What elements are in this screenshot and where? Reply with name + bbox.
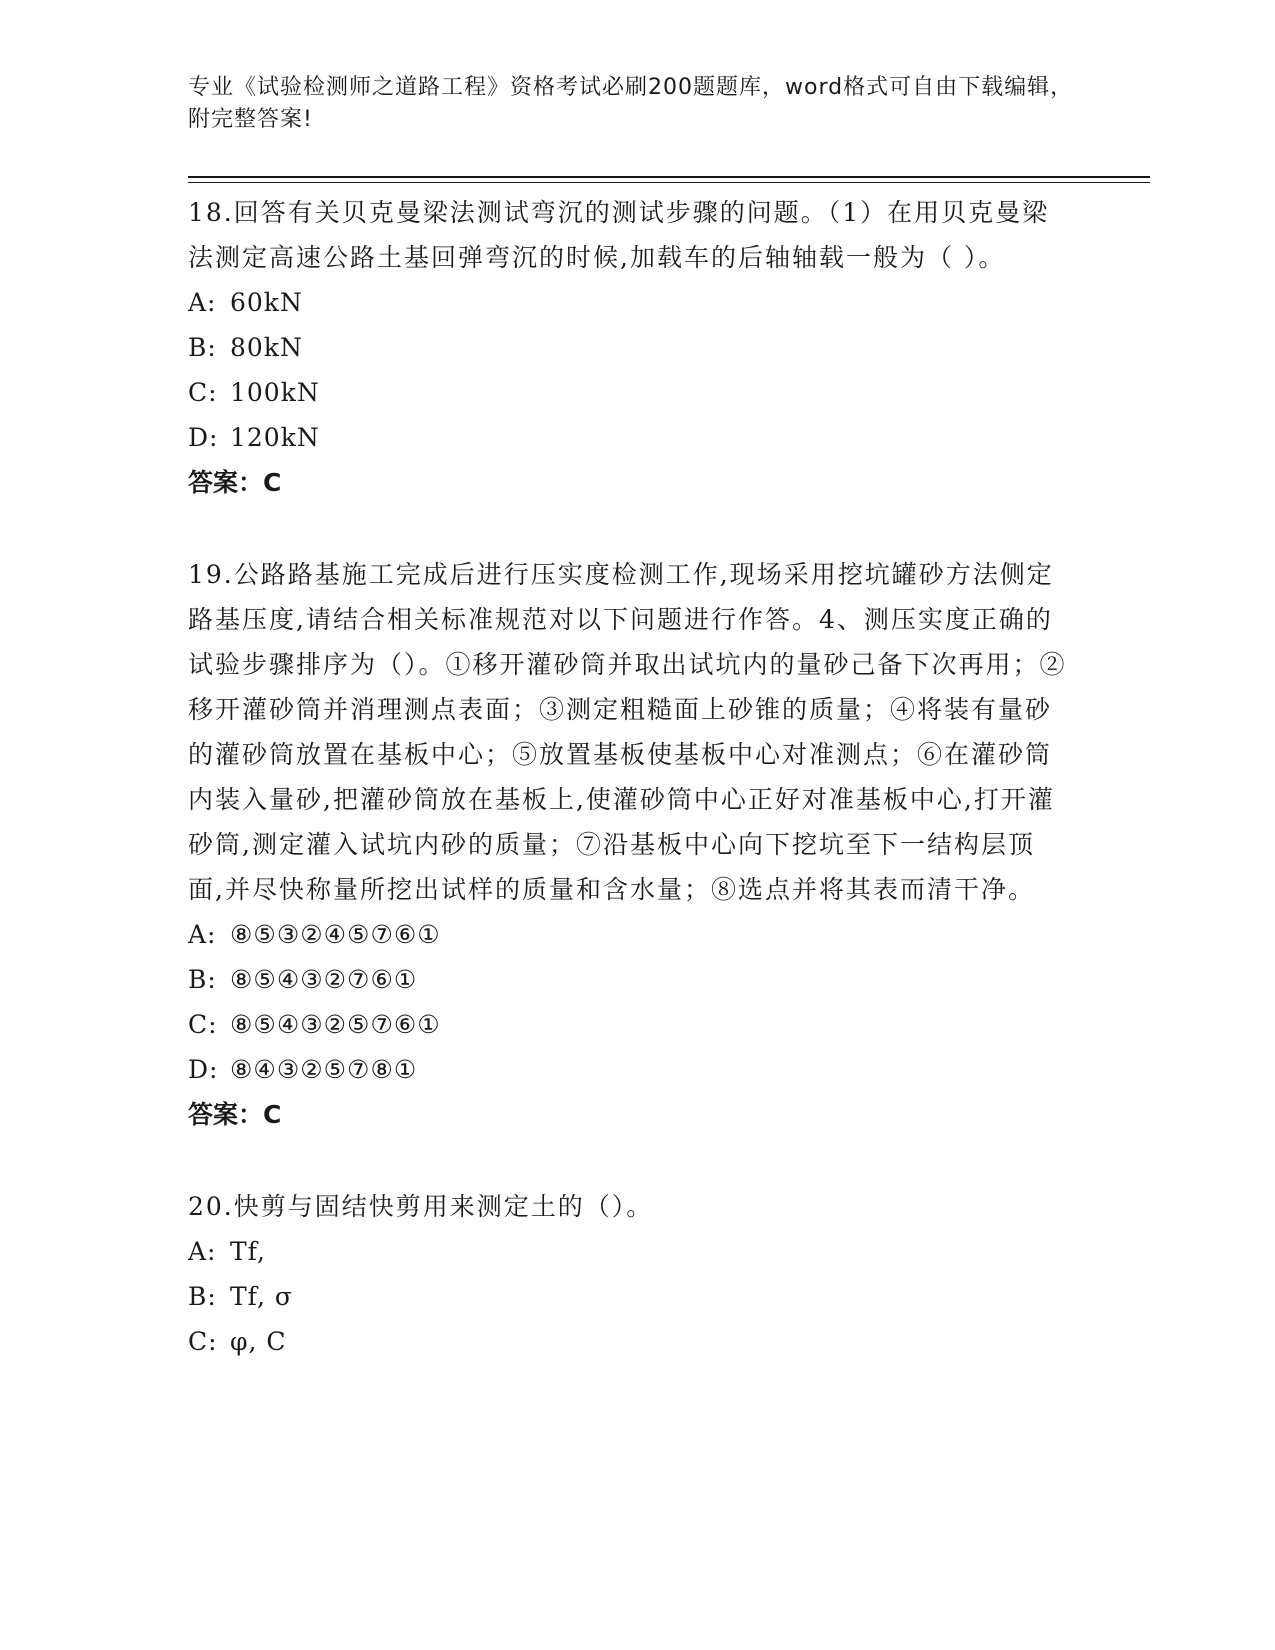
question-stem: 18.回答有关贝克曼梁法测试弯沉的测试步骤的问题。（1）在用贝克曼梁法测定高速公路土基回弹弯沉的时候,加载车的后轴轴载一般为（ ）。 (188, 198, 1050, 272)
option-text: 60kN (230, 288, 303, 317)
option-key: D: (188, 1055, 219, 1084)
option-a (188, 1229, 1068, 1274)
option-text: ⑧⑤④③②⑦⑥① (230, 965, 418, 994)
option-text: Tf, (230, 1237, 266, 1266)
question-spacer (188, 505, 1068, 550)
option-text: φ, C (230, 1327, 287, 1356)
question-19 (188, 550, 1068, 1137)
option-b (188, 1274, 1068, 1319)
option-key: D: (188, 423, 219, 452)
option-key: A: (188, 920, 217, 949)
option-key: B: (188, 965, 217, 994)
option-key: C: (188, 1327, 218, 1356)
option-c (188, 1002, 1068, 1047)
option-text: 100kN (230, 378, 320, 407)
document-header: 专业《试验检测师之道路工程》资格考试必刷200题题库，word格式可自由下载编辑，附完整答案! (188, 75, 1074, 132)
option-text: ⑧④③②⑤⑦⑧① (230, 1055, 418, 1084)
option-key: B: (188, 333, 217, 362)
header-divider-thick (188, 176, 1150, 178)
question-stem: 20.快剪与固结快剪用来测定土的（）。 (188, 1192, 654, 1221)
option-d (188, 415, 1068, 460)
option-c (188, 370, 1068, 415)
question-stem: 19.公路路基施工完成后进行压实度检测工作,现场采用挖坑罐砂方法侧定路基压度,请结合相关标准规范对以下问题进行作答。4、测压实度正确的试验步骤排序为（）。①移开灌砂筒并取出试坑内的量砂己备下次再用；②移开灌砂筒并消理测点表面；③测定粗糙面上砂锥的质量；④将装有量砂的灌砂筒放置在基板中心；⑤放置基板使基板中心对准测点；⑥在灌砂筒内装入量砂,把灌砂筒放在基板上,使灌砂筒中心正好对准基板中心,打开灌砂筒,测定灌入试坑内砂的质量；⑦沿基板中心向下挖坑至下一结构层顶面,并尽快称量所挖出试样的质量和含水量；⑧选点并将其表而清干净。 (188, 560, 1067, 904)
option-text: Tf, σ (230, 1282, 293, 1311)
question-20 (188, 1182, 1068, 1364)
question-spacer (188, 1137, 1068, 1182)
option-key: A: (188, 288, 217, 317)
header-divider-thin (188, 182, 1150, 183)
option-a (188, 280, 1068, 325)
question-18 (188, 188, 1068, 505)
option-text: 80kN (230, 333, 303, 362)
option-key: C: (188, 1010, 218, 1039)
option-key: A: (188, 1237, 217, 1266)
option-b (188, 325, 1068, 370)
option-a (188, 912, 1068, 957)
option-b (188, 957, 1068, 1002)
option-key: B: (188, 1282, 217, 1311)
answer-label: 答案：C (188, 468, 282, 497)
option-c (188, 1319, 1068, 1364)
option-text: ⑧⑤③②④⑤⑦⑥① (230, 920, 441, 949)
option-text: 120kN (230, 423, 320, 452)
option-key: C: (188, 378, 218, 407)
question-list (188, 188, 1068, 1364)
answer-label: 答案：C (188, 1100, 282, 1129)
option-d (188, 1047, 1068, 1092)
option-text: ⑧⑤④③②⑤⑦⑥① (230, 1010, 441, 1039)
